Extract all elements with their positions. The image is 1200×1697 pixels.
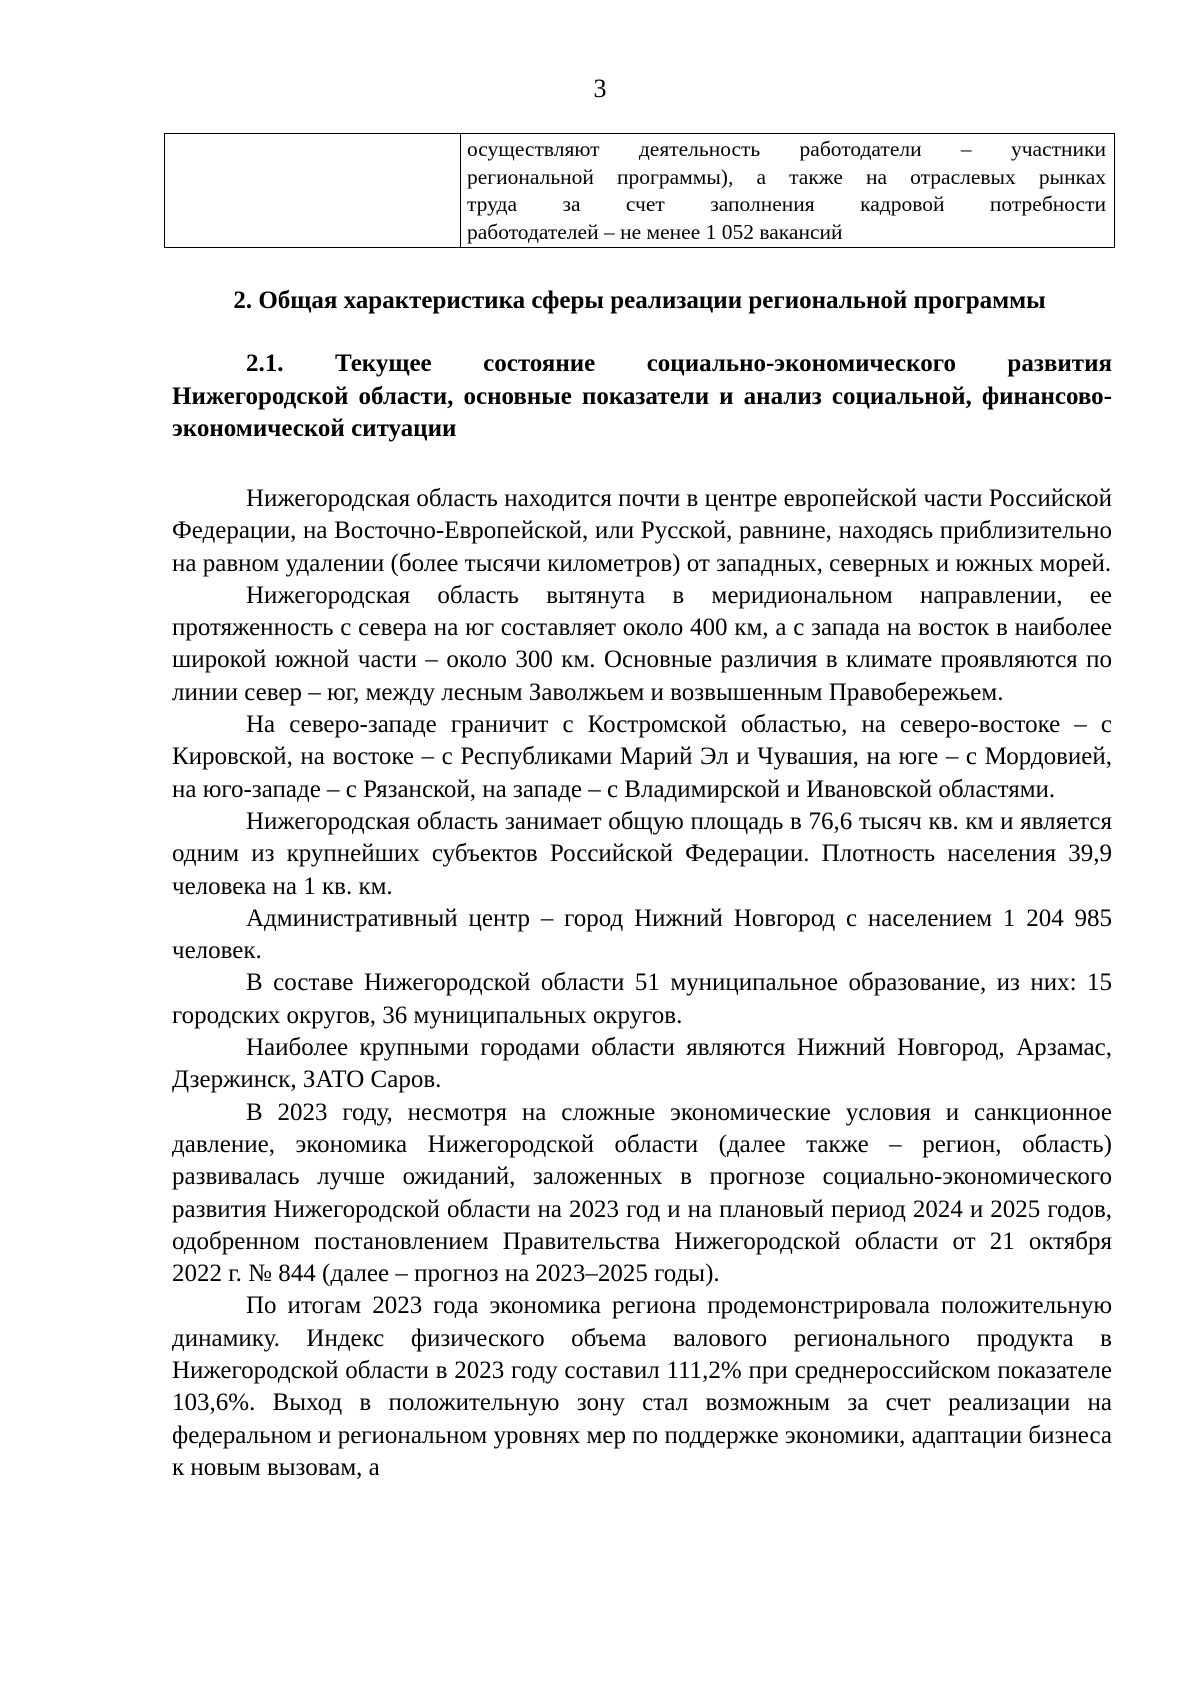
paragraph: Нижегородская область находится почти в центре европейской части Российской Федерации, на Восточно-Европейской, или Русской, равнине, находясь приблизительно на равном удалении (более тысячи километров) от западных, северных и южных морей.	[172, 485, 1112, 577]
page-number: 3	[593, 74, 607, 103]
paragraph: На северо-западе граничит с Костромской областью, на северо-востоке – с Кировской, на востоке – с Республиками Марий Эл и Чувашия, на юге – с Мордовией, на юго-западе – с Рязанской, на западе – с Владимирской и Ивановской областями.	[172, 711, 1112, 803]
paragraph: По итогам 2023 года экономика региона продемонстрировала положительную динамику. Индекс физического объема валового регионального продукта в Нижегородской области в 2023 году составил 111,2% при среднероссийском показателе 103,6%. Выход в положительную зону стал возможным за счет реализации на федеральном и региональном уровнях мер по поддержке экономики, адаптации бизнеса к новым вызовам, а	[172, 1292, 1112, 1481]
paragraph: В 2023 году, несмотря на сложные экономические условия и санкционное давление, экономика Нижегородской области (далее также – регион, область) развивалась лучше ожиданий, заложенных в прогнозе социально-экономического развития Нижегородской области на 2023 год и на плановый период 2024 и 2025 годов, одобренном постановлением Правительства Нижегородской области от 21 октября 2022 г. № 844 (далее – прогноз на 2023–2025 годы).	[172, 1098, 1112, 1288]
paragraph: Административный центр – город Нижний Новгород с населением 1 204 985 человек.	[172, 904, 1112, 965]
table-cell-line: работодателей – не менее 1 052 вакансий	[467, 219, 843, 244]
document-body	[172, 483, 1112, 1484]
subsection-heading: 2.1. Текущее состояние социально-экономического развития Нижегородской области, основные показатели и анализ социальной, финансово-экономической ситуации	[172, 350, 1112, 442]
table-cell-line: осуществляют деятельность работодатели – участники	[467, 137, 1106, 161]
table-cell-left	[165, 134, 461, 247]
table-cell-line: региональной программы), а также на отраслевых рынках	[467, 164, 1106, 189]
paragraph: Наиболее крупными городами области являются Нижний Новгород, Арзамас, Дзержинск, ЗАТО Саров.	[172, 1034, 1112, 1094]
table-cell-right	[461, 134, 1114, 247]
continuation-table	[164, 133, 1115, 248]
section-heading: 2. Общая характеристика сферы реализации региональной программы	[233, 287, 1046, 314]
table-cell-line: труда за счет заполнения кадровой потребности	[467, 192, 1106, 216]
paragraph: Нижегородская область занимает общую площадь в 76,6 тысяч кв. км и является одним из крупнейших субъектов Российской Федерации. Плотность населения 39,9 человека на 1 кв. км.	[172, 807, 1112, 900]
paragraph: В составе Нижегородской области 51 муниципальное образование, из них: 15 городских округов, 36 муниципальных округов.	[172, 969, 1112, 1029]
paragraph: Нижегородская область вытянута в меридиональном направлении, ее протяженность с севера на юг составляет около 400 км, а с запада на восток в наиболее широкой южной части – около 300 км. Основные различия в климате проявляются по линии север – юг, между лесным Заволжьем и возвышенным Правобережьем.	[172, 581, 1112, 706]
